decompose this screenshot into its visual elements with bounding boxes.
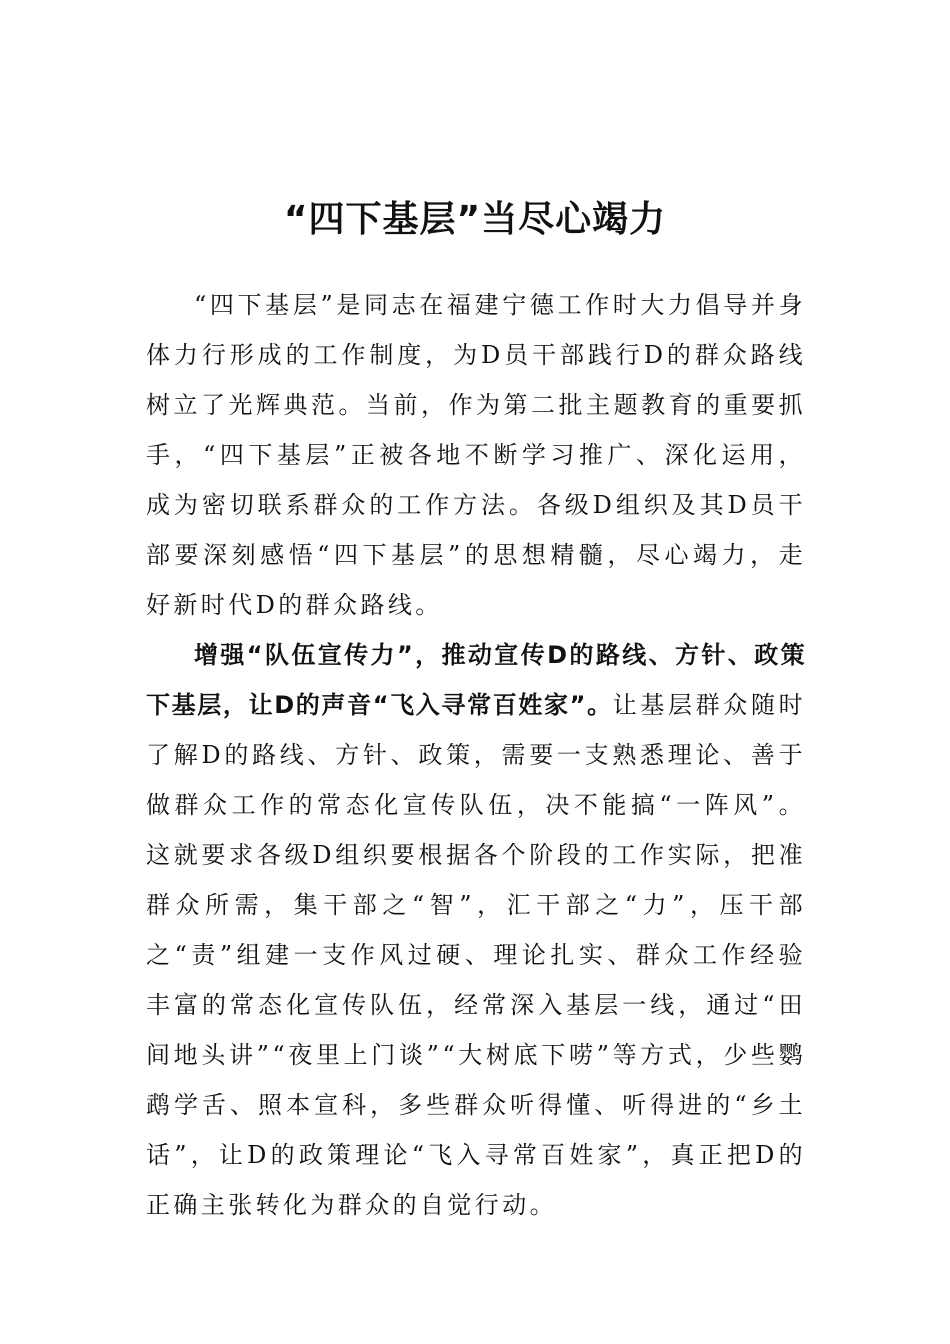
document-title: “四下基层”当尽心竭力 bbox=[283, 199, 667, 241]
document-body bbox=[146, 280, 806, 1230]
paragraph-intro: “四下基层”是同志在福建宁德工作时大力倡导并身体力行形成的工作制度，为D员干部践行D的群众路线树立了光辉典范。当前，作为第二批主题教育的重要抓手，“四下基层”正被各地不断学习推广、深化运用，成为密切联系群众的工作方法。各级D组织及其D员干部要深刻感悟“四下基层”的思想精髓，尽心竭力，走好新时代D的群众路线。 bbox=[146, 291, 806, 619]
paragraph-body-text: 让基层群众随时了解D的路线、方针、政策，需要一支熟悉理论、善于做群众工作的常态化宣传队伍，决不能搞“一阵风”。这就要求各级D组织要根据各个阶段的工作实际，把准群众所需，集干部之“智”，汇干部之“力”，压干部之“责”组建一支作风过硬、理论扎实、群众工作经验丰富的常态化宣传队伍，经常深入基层一线，通过“田间地头讲”“夜里上门谈”“大树底下唠”等方式，少些鹦鹉学舌、照本宣科，多些群众听得懂、听得进的“乡土话”，让D的政策理论“飞入寻常百姓家”，真正把D的正确主张转化为群众的自觉行动。 bbox=[146, 691, 806, 1219]
paragraph-lead-heading: 增强“队伍宣传力”，推动宣传D的路线、方针、政策下基层，让D的声音“飞入寻常百姓家”。 bbox=[146, 641, 806, 719]
paragraph-team-publicity bbox=[146, 630, 806, 1230]
